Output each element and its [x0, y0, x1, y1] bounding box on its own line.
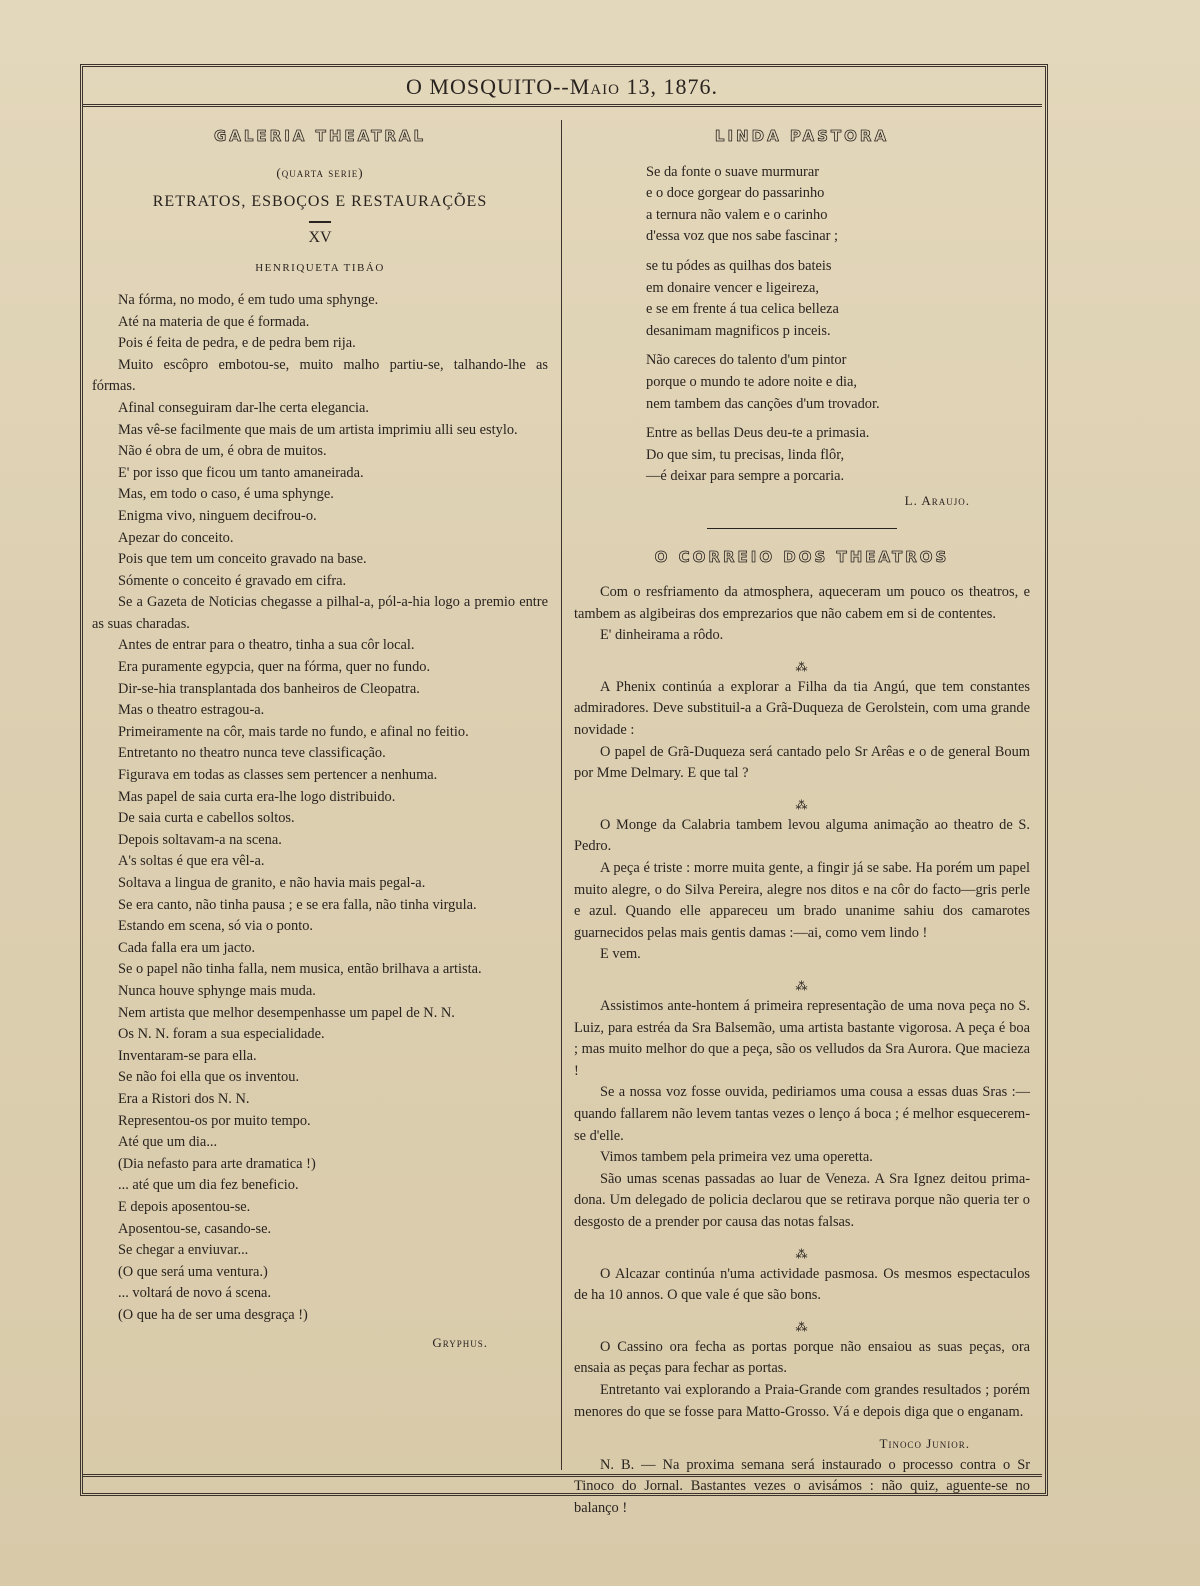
article-paragraph: Dir-se-hia transplantada dos banheiros de Cleopatra.: [118, 680, 420, 697]
poem-line: d'essa voz que nos sabe fascinar ;: [646, 228, 839, 245]
article-paragraph: Muito escôpro embotou-se, muito malho partiu-se, talhando-lhe as fórmas.: [92, 356, 548, 395]
article-paragraph: Soltava a lingua de granito, e não havia mais pegal-a.: [118, 875, 426, 891]
correio-signature: Tinoco Junior.: [879, 1436, 970, 1452]
article-paragraph: Na fórma, no modo, é em tudo uma sphynge.: [118, 291, 379, 308]
correio-paragraph: O Cassino ora fecha as portas porque não ensaiou as suas peças, ora ensaia as peças para fechar as portas.: [574, 1338, 1030, 1377]
article-paragraph: Os N. N. foram a sua especialidade.: [118, 1026, 325, 1043]
article-paragraph: Mas, em todo o caso, é uma sphynge.: [118, 486, 334, 503]
article-paragraph: Antes de entrar para o theatro, tinha a sua côr local.: [118, 637, 415, 654]
article-paragraph: Até que um dia...: [118, 1134, 218, 1151]
article-paragraph: Afinal conseguiram dar-lhe certa elegancia.: [118, 399, 370, 416]
article-paragraph: ... voltará de novo á scena.: [118, 1285, 272, 1302]
article-paragraph: Figurava em todas as classes sem pertencer a nenhuma.: [118, 767, 438, 784]
article-paragraph: A's soltas é que era vêl-a.: [118, 853, 265, 870]
article-subtitle: RETRATOS, ESBOÇOS E RESTAURAÇÕES: [152, 193, 488, 211]
article-paragraph: Aposentou-se, casando-se.: [118, 1220, 272, 1237]
section-divider: [707, 528, 897, 529]
asterism-separator: ⁂: [795, 979, 809, 993]
left-column: [92, 122, 548, 1354]
article-paragraph: Mas papel de saia curta era-lhe logo distribuido.: [118, 788, 396, 805]
masthead-date: 13, 1876.: [620, 74, 718, 99]
article-paragraph: Sómente o conceito é gravado em cifra.: [118, 572, 347, 589]
right-column: [574, 122, 1030, 1519]
poem-stanza: [646, 350, 1030, 415]
article-paragraph: Representou-os por muito tempo.: [118, 1112, 311, 1129]
article-paragraph: Depois soltavam-a na scena.: [118, 831, 282, 848]
correio-paragraph: Se a nossa voz fosse ouvida, pediriamos uma cousa a essas duas Sras :—quando fallarem não levem tantas vezes o lenço á boca ; é melhor esquecerem-se d'elle.: [574, 1084, 1030, 1144]
masthead: [82, 70, 1042, 107]
article-paragraph: (Dia nefasto para arte dramatica !): [118, 1155, 316, 1172]
article-signature: Gryphus.: [432, 1335, 488, 1351]
correio-paragraph: E' dinheirama a rôdo.: [600, 627, 724, 644]
article-paragraph: Até na materia de que é formada.: [118, 313, 310, 330]
article-paragraph: Mas vê-se facilmente que mais de um artista imprimiu alli seu estylo.: [118, 421, 518, 438]
correio-paragraph: O Monge da Calabria tambem levou alguma animação ao theatro de S. Pedro.: [574, 816, 1030, 855]
article-paragraph: E' por isso que ficou um tanto amaneirada.: [118, 464, 364, 481]
poem-line: em donaire vencer e ligeireza,: [646, 279, 819, 296]
article-body: [92, 290, 548, 1327]
article-paragraph: (O que será uma ventura.): [118, 1263, 268, 1280]
article-paragraph: Mas o theatro estragou-a.: [118, 702, 265, 719]
correio-paragraph: A peça é triste : morre muita gente, a fingir já se sabe. Ha porém um papel muito alegre, o do Silva Pereira, alegre nos ditos e na côr do facto—gris perle e azul. Quando elle appareceu um brado unanime sahiu dos camarotes guarnecidos pelas mais gentis damas :—ai, como vem lindo !: [574, 860, 1030, 941]
article-paragraph: Se a Gazeta de Noticias chegasse a pilhal-a, pól-a-hia logo a premio entre as suas charadas.: [92, 594, 548, 632]
article-paragraph: Era a Ristori dos N. N.: [118, 1090, 250, 1107]
correio-paragraph: Com o resfriamento da atmosphera, aqueceram um pouco os theatros, e tambem as algibeiras dos emprezarios que não cabem em si de contentes.: [574, 584, 1030, 622]
article-paragraph: Se era canto, não tinha pausa ; e se era falla, não tinha virgula.: [118, 896, 477, 913]
article-paragraph: De saia curta e cabellos soltos.: [118, 810, 295, 827]
poem-stanza: [646, 162, 1030, 248]
section-title-correio: O CORREIO DOS THEATROS: [654, 547, 950, 566]
poem-stanza: [646, 423, 1030, 488]
correio-body: [574, 582, 1030, 1433]
correio-paragraph: Assistimos ante-hontem á primeira representação de uma nova peça no S. Luiz, para estréa da Sra Balsemão, uma artista bastante vigorosa. A peça é boa ; mas muito melhor do que a peça, são os velludos da Sra Aurora. Que macieza !: [574, 998, 1030, 1079]
poem-line: porque o mundo te adore noite e dia,: [646, 373, 857, 390]
masthead-month: Maio: [569, 74, 620, 99]
asterism-separator: ⁂: [795, 659, 809, 674]
nota-bene: N. B. — Na proxima semana será instaurado o processo contra o Sr Tinoco do Jornal. Bastantes vezes o avisámos : não quiz, aguente-se no balanço !: [574, 1456, 1030, 1516]
article-paragraph: Enigma vivo, ninguem decifrou-o.: [118, 507, 317, 524]
short-dash: [309, 221, 331, 223]
correio-paragraph: Entretanto vai explorando a Praia-Grande com grandes resultados ; porém menores do que se fosse para Matto-Grosso. Vá e depois diga que o enganam.: [574, 1381, 1030, 1420]
poem-stanza: [646, 256, 1030, 342]
masthead-title: O MOSQUITO--: [406, 74, 570, 99]
asterism-separator: ⁂: [795, 1246, 809, 1261]
poem-line: se tu pódes as quilhas dos bateis: [646, 257, 832, 274]
correio-paragraph: Vimos tambem pela primeira vez uma operetta.: [600, 1149, 873, 1166]
asterism-separator: ⁂: [795, 1319, 809, 1334]
article-paragraph: Se chegar a enviuvar...: [118, 1242, 249, 1259]
correio-paragraph: A Phenix continúa a explorar a Filha da tia Angú, que tem constantes admiradores. Deve substituil-a a Grã-Duqueza de Gerolstein, com uma grande novidade :: [574, 678, 1030, 739]
poem-line: a ternura não valem e o carinho: [646, 206, 828, 223]
article-paragraph: ... até que um dia fez beneficio.: [118, 1177, 299, 1194]
poem-line: desanimam magnificos p inceis.: [646, 322, 831, 339]
correio-paragraph: O Alcazar continúa n'uma actividade pasmosa. Os mesmos espectaculos de ha 10 annos. O que vale é que são bons.: [574, 1265, 1030, 1304]
poem-line: Do que sim, tu precisas, linda flôr,: [646, 446, 845, 463]
article-paragraph: Se o papel não tinha falla, nem musica, então brilhava a artista.: [118, 961, 482, 978]
article-paragraph: Não é obra de um, é obra de muitos.: [118, 443, 327, 460]
poem-line: e se em frente á tua celica belleza: [646, 301, 839, 318]
article-subject: HENRIQUETA TIBÁO: [255, 262, 385, 275]
article-paragraph: Inventaram-se para ella.: [118, 1047, 257, 1064]
poem-line: nem tambem das canções d'um trovador.: [646, 395, 880, 412]
poem-line: e o doce gorgear do passarinho: [646, 185, 825, 202]
roman-numeral: XV: [308, 228, 332, 246]
article-paragraph: Nem artista que melhor desempenhasse um papel de N. N.: [118, 1004, 455, 1021]
poem-body: [574, 162, 1030, 488]
poem-title: LINDA PASTORA: [714, 127, 890, 145]
poem-line: Se da fonte o suave murmurar: [646, 163, 820, 180]
article-paragraph: Entretanto no theatro nunca teve classificação.: [118, 745, 386, 762]
article-paragraph: Cada falla era um jacto.: [118, 939, 256, 956]
poem-signature: L. Araujo.: [904, 492, 970, 508]
correio-paragraph: E vem.: [600, 946, 641, 963]
column-divider: [561, 120, 562, 1470]
article-paragraph: Primeiramente na côr, mais tarde no fundo, e afinal no feitio.: [118, 723, 469, 740]
article-paragraph: Pois que tem um conceito gravado na base.: [118, 551, 367, 568]
poem-line: Não careces do talento d'um pintor: [646, 352, 847, 369]
poem-line: —é deixar para sempre a porcaria.: [646, 468, 845, 485]
article-paragraph: Nunca houve sphynge mais muda.: [118, 982, 316, 999]
article-paragraph: Estando em scena, só via o ponto.: [118, 918, 314, 935]
asterism-separator: ⁂: [795, 797, 809, 812]
poem-line: Entre as bellas Deus deu-te a primasia.: [646, 425, 870, 442]
article-paragraph: Era puramente egypcia, quer na fórma, quer no fundo.: [118, 659, 431, 676]
article-paragraph: Apezar do conceito.: [118, 529, 234, 546]
correio-paragraph: São umas scenas passadas ao luar de Veneza. A Sra Ignez deitou prima-dona. Um delegado de policia declarou que se retirava porque não queria ter o desgosto de a prender por causa das notas falsas.: [574, 1170, 1030, 1230]
article-paragraph: Pois é feita de pedra, e de pedra bem rija.: [118, 335, 356, 352]
article-paragraph: E depois aposentou-se.: [118, 1198, 251, 1215]
article-paragraph: Se não foi ella que os inventou.: [118, 1069, 300, 1086]
article-paragraph: (O que ha de ser uma desgraça !): [118, 1306, 308, 1323]
series-label: (quarta serie): [276, 164, 364, 180]
correio-paragraph: O papel de Grã-Duqueza será cantado pelo Sr Arêas e o de general Boum por Mme Delmary. E que tal ?: [574, 743, 1030, 782]
section-title-galeria: GALERIA THEATRAL: [213, 127, 427, 145]
